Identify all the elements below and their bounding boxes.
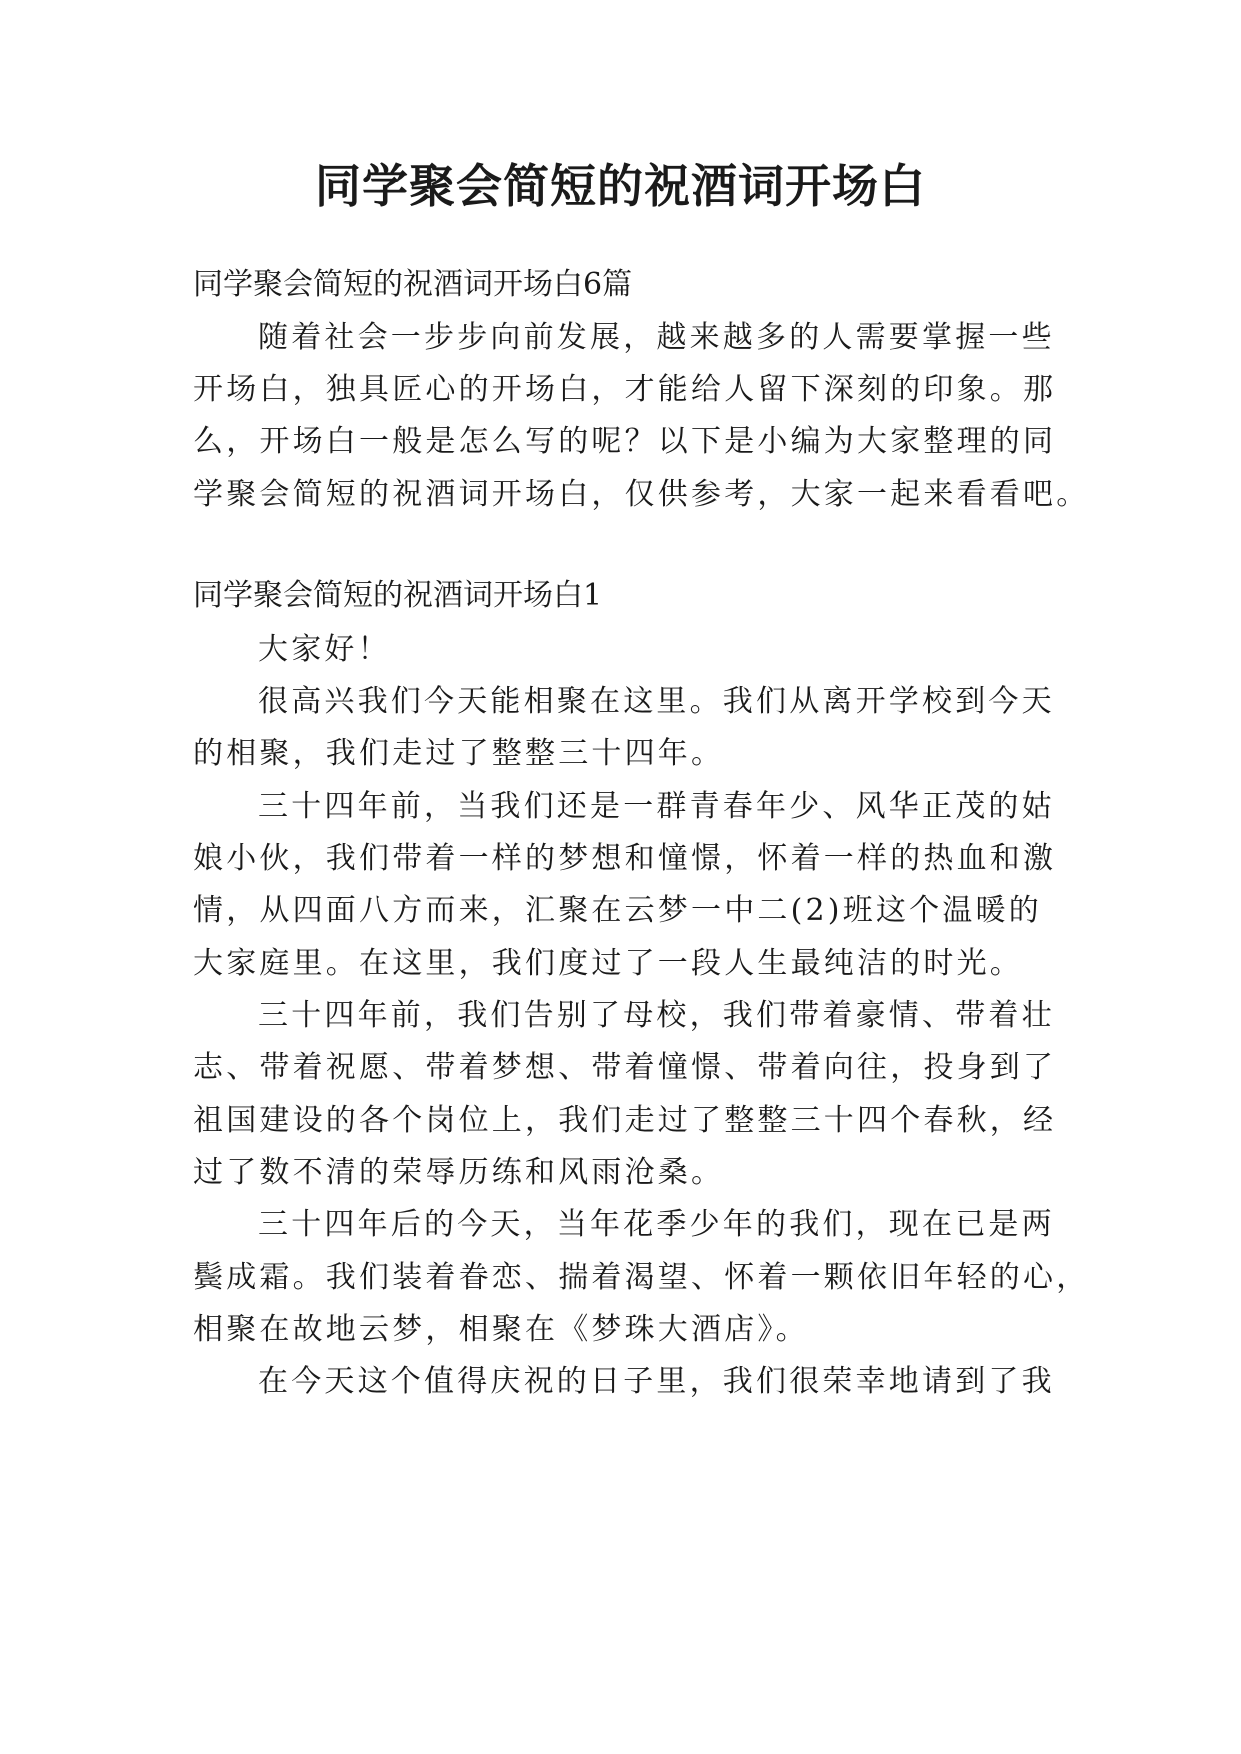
- intro-heading: 同学聚会简短的祝酒词开场白6篇: [193, 267, 633, 302]
- paragraph-line: 志、带着祝愿、带着梦想、带着憧憬、带着向往，投身到了: [193, 1050, 1057, 1085]
- paragraph-line: 娘小伙，我们带着一样的梦想和憧憬，怀着一样的热血和激: [193, 841, 1057, 876]
- intro-line: 随着社会一步步向前发展，越来越多的人需要掌握一些: [258, 320, 1055, 355]
- document-title: 同学聚会简短的祝酒词开场白: [315, 159, 926, 213]
- intro-line: 么，开场白一般是怎么写的呢？以下是小编为大家整理的同: [193, 424, 1057, 459]
- greeting: 大家好！: [258, 632, 391, 667]
- paragraph-line: 鬓成霜。我们装着眷恋、揣着渴望、怀着一颗依旧年轻的心，: [193, 1260, 1090, 1295]
- paragraph-line: 三十四年后的今天，当年花季少年的我们，现在已是两: [258, 1207, 1055, 1242]
- paragraph-line: 过了数不清的荣辱历练和风雨沧桑。: [193, 1155, 725, 1190]
- paragraph-line: 很高兴我们今天能相聚在这里。我们从离开学校到今天: [258, 684, 1055, 719]
- intro-line: 学聚会简短的祝酒词开场白，仅供参考，大家一起来看看吧。: [193, 477, 1090, 512]
- section-heading: 同学聚会简短的祝酒词开场白1: [193, 578, 603, 613]
- paragraph-line: 的相聚，我们走过了整整三十四年。: [193, 736, 725, 771]
- paragraph-line: 在今天这个值得庆祝的日子里，我们很荣幸地请到了我: [258, 1364, 1055, 1399]
- paragraph-line: 大家庭里。在这里，我们度过了一段人生最纯洁的时光。: [193, 946, 1023, 981]
- intro-line: 开场白，独具匠心的开场白，才能给人留下深刻的印象。那: [193, 372, 1057, 407]
- paragraph-line: 情，从四面八方而来，汇聚在云梦一中二(2)班这个温暖的: [193, 893, 1042, 928]
- paragraph-line: 三十四年前，当我们还是一群青春年少、风华正茂的姑: [258, 789, 1055, 824]
- paragraph-line: 三十四年前，我们告别了母校，我们带着豪情、带着壮: [258, 998, 1055, 1033]
- paragraph-line: 祖国建设的各个岗位上，我们走过了整整三十四个春秋，经: [193, 1103, 1057, 1138]
- paragraph-line: 相聚在故地云梦，相聚在《梦珠大酒店》。: [193, 1312, 809, 1347]
